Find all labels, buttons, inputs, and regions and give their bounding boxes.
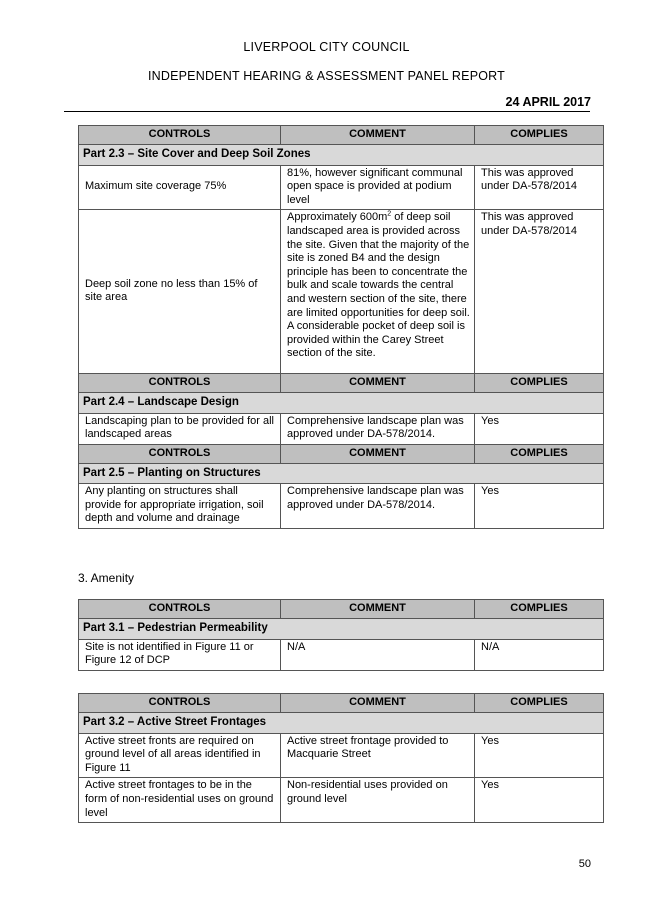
comment-text-pre: Approximately 600m — [287, 211, 388, 224]
control-cell: Site is not identified in Figure 11 or Figure 12 of DCP — [79, 639, 281, 670]
col-header-comment: COMMENT — [281, 444, 475, 463]
comment-cell: 81%, however significant communal open space is provided at podium level — [281, 165, 475, 210]
part-heading: Part 3.2 – Active Street Frontages — [79, 713, 604, 734]
complies-cell: Yes — [475, 484, 604, 529]
superscript-2: 2 — [387, 210, 392, 218]
col-header-complies: COMPLIES — [475, 373, 604, 392]
table-row — [79, 210, 604, 374]
control-cell: Any planting on structures shall provide for appropriate irrigation, soil depth and volume and drainage — [79, 484, 281, 529]
col-header-comment: COMMENT — [281, 694, 475, 713]
complies-cell: N/A — [475, 639, 604, 670]
col-header-complies: COMPLIES — [475, 600, 604, 619]
table-row — [79, 165, 604, 210]
page-number: 50 — [578, 858, 591, 870]
control-cell: Active street fronts are required on ground level of all areas identified in Figure 11 — [79, 733, 281, 778]
col-header-comment: COMMENT — [281, 126, 475, 145]
comment-cell: Comprehensive landscape plan was approved under DA-578/2014. — [281, 484, 475, 529]
comment-cell: Active street frontage provided to Macquarie Street — [281, 733, 475, 778]
section-heading-amenity: 3. Amenity — [78, 571, 135, 585]
comment-cell: N/A — [281, 639, 475, 670]
complies-cell: Yes — [475, 413, 604, 444]
complies-cell: This was approved under DA-578/2014 — [475, 210, 604, 374]
col-header-controls: CONTROLS — [79, 694, 281, 713]
header-rule — [64, 111, 590, 112]
table-row — [79, 413, 604, 444]
control-cell: Landscaping plan to be provided for all landscaped areas — [79, 413, 281, 444]
table-row — [79, 733, 604, 778]
col-header-controls: CONTROLS — [79, 126, 281, 145]
comment-cell: Comprehensive landscape plan was approved under DA-578/2014. — [281, 413, 475, 444]
part-heading: Part 2.5 – Planting on Structures — [79, 463, 604, 484]
part-heading: Part 3.1 – Pedestrian Permeability — [79, 619, 604, 640]
table-row — [79, 639, 604, 670]
col-header-complies: COMPLIES — [475, 126, 604, 145]
col-header-complies: COMPLIES — [475, 694, 604, 713]
comment-cell: Non-residential uses provided on ground level — [281, 778, 475, 823]
complies-cell: Yes — [475, 733, 604, 778]
control-cell: Active street frontages to be in the form of non-residential uses on ground level — [79, 778, 281, 823]
col-header-complies: COMPLIES — [475, 444, 604, 463]
complies-cell: Yes — [475, 778, 604, 823]
col-header-controls: CONTROLS — [79, 600, 281, 619]
part-heading: Part 2.3 – Site Cover and Deep Soil Zones — [79, 145, 604, 166]
complies-cell: This was approved under DA-578/2014 — [475, 165, 604, 210]
table-row — [79, 778, 604, 823]
col-header-controls: CONTROLS — [79, 373, 281, 392]
col-header-comment: COMMENT — [281, 600, 475, 619]
comment-text-post: of deep soil landscaped area is provided across the site. Given that the majority of the site is zoned B4 and the design principle has been to concentrate the bulk and scale towards the central and western section of the site, there are limited opportunities for deep soil. A considerable pocket of deep soil is provided within the Carey Street section of the site. — [287, 211, 470, 360]
col-header-controls: CONTROLS — [79, 444, 281, 463]
council-name: LIVERPOOL CITY COUNCIL — [243, 40, 410, 54]
control-cell: Deep soil zone no less than 15% of site area — [79, 210, 281, 374]
report-title: INDEPENDENT HEARING & ASSESSMENT PANEL REPORT — [147, 69, 505, 83]
report-date: 24 APRIL 2017 — [505, 95, 591, 109]
controls-table-site-cover — [78, 125, 604, 529]
controls-table-active-frontages — [78, 693, 604, 823]
part-heading: Part 2.4 – Landscape Design — [79, 392, 604, 413]
control-cell: Maximum site coverage 75% — [79, 165, 281, 210]
comment-cell — [281, 210, 475, 374]
controls-table-pedestrian — [78, 599, 604, 671]
col-header-comment: COMMENT — [281, 373, 475, 392]
table-row — [79, 484, 604, 529]
